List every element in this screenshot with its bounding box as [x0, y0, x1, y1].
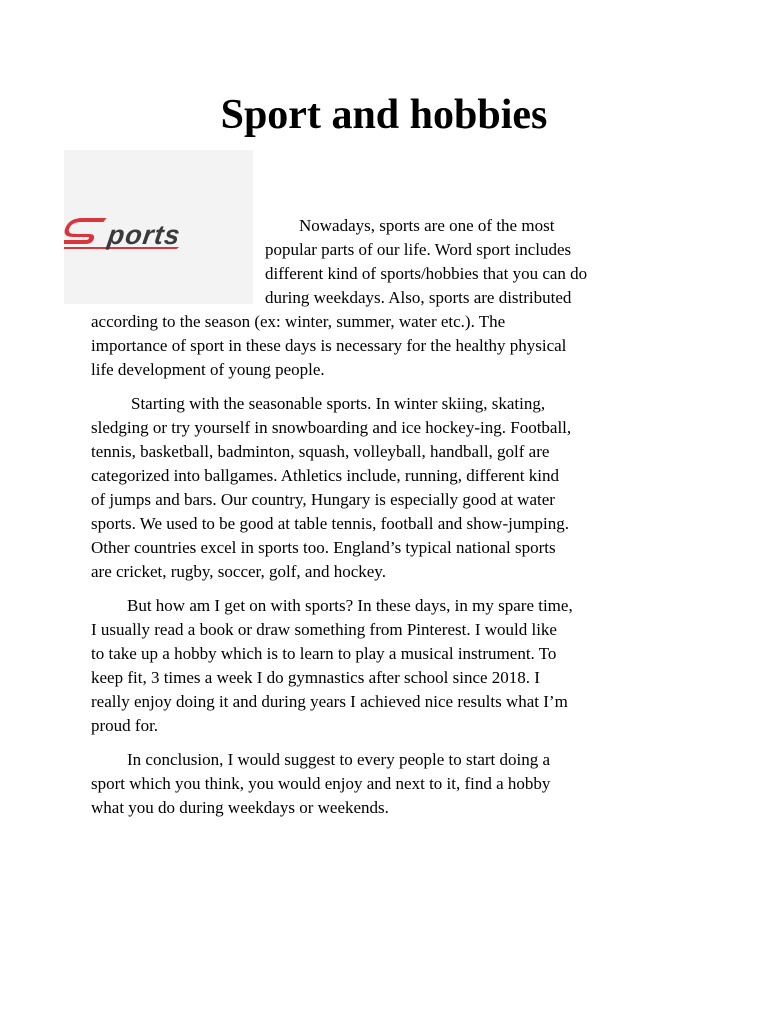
- text-line: sledging or try yourself in snowboarding and ice hockey-ing. Football,: [91, 418, 572, 437]
- text-line: popular parts of our life. Word sport includes: [265, 240, 572, 259]
- svg-text:ports: ports: [105, 219, 183, 250]
- document-body: [91, 214, 691, 820]
- paragraph-seasonable-sports: [91, 392, 691, 584]
- text-line: are cricket, rugby, soccer, golf, and hockey.: [91, 562, 386, 581]
- text-line: keep fit, 3 times a week I do gymnastics after school since 2018. I: [91, 668, 540, 687]
- text-line: I usually read a book or draw something from Pinterest. I would like: [91, 620, 557, 639]
- text-line: life development of young people.: [91, 360, 325, 379]
- paragraph-personal: [91, 594, 691, 738]
- text-line: tennis, basketball, badminton, squash, volleyball, handball, golf are: [91, 442, 550, 461]
- text-line: Starting with the seasonable sports. In winter skiing, skating,: [131, 394, 546, 413]
- text-line: different kind of sports/hobbies that you can do: [265, 264, 588, 283]
- text-line: sport which you think, you would enjoy and next to it, find a hobby: [91, 774, 551, 793]
- document-title: Sport and hobbies: [220, 92, 548, 138]
- text-line: Nowadays, sports are one of the most: [299, 216, 555, 235]
- text-line: proud for.: [91, 716, 159, 735]
- text-line: according to the season (ex: winter, summer, water etc.). The: [91, 312, 506, 331]
- paragraph-conclusion: [91, 748, 691, 820]
- text-line: categorized into ballgames. Athletics include, running, different kind: [91, 466, 559, 485]
- text-line: what you do during weekdays or weekends.: [91, 798, 389, 817]
- text-line: to take up a hobby which is to learn to play a musical instrument. To: [91, 644, 557, 663]
- text-line: sports. We used to be good at table tennis, football and show-jumping.: [91, 514, 570, 533]
- text-line: during weekdays. Also, sports are distributed: [265, 288, 572, 307]
- text-line: Other countries excel in sports too. England’s typical national sports: [91, 538, 556, 557]
- text-line: In conclusion, I would suggest to every people to start doing a: [127, 750, 551, 769]
- text-line: But how am I get on with sports? In these days, in my spare time,: [127, 596, 573, 615]
- text-line: importance of sport in these days is necessary for the healthy physical: [91, 336, 567, 355]
- text-line: of jumps and bars. Our country, Hungary is especially good at water: [91, 490, 555, 509]
- text-line: really enjoy doing it and during years I achieved nice results what I’m: [91, 692, 568, 711]
- paragraph-intro: [91, 214, 691, 382]
